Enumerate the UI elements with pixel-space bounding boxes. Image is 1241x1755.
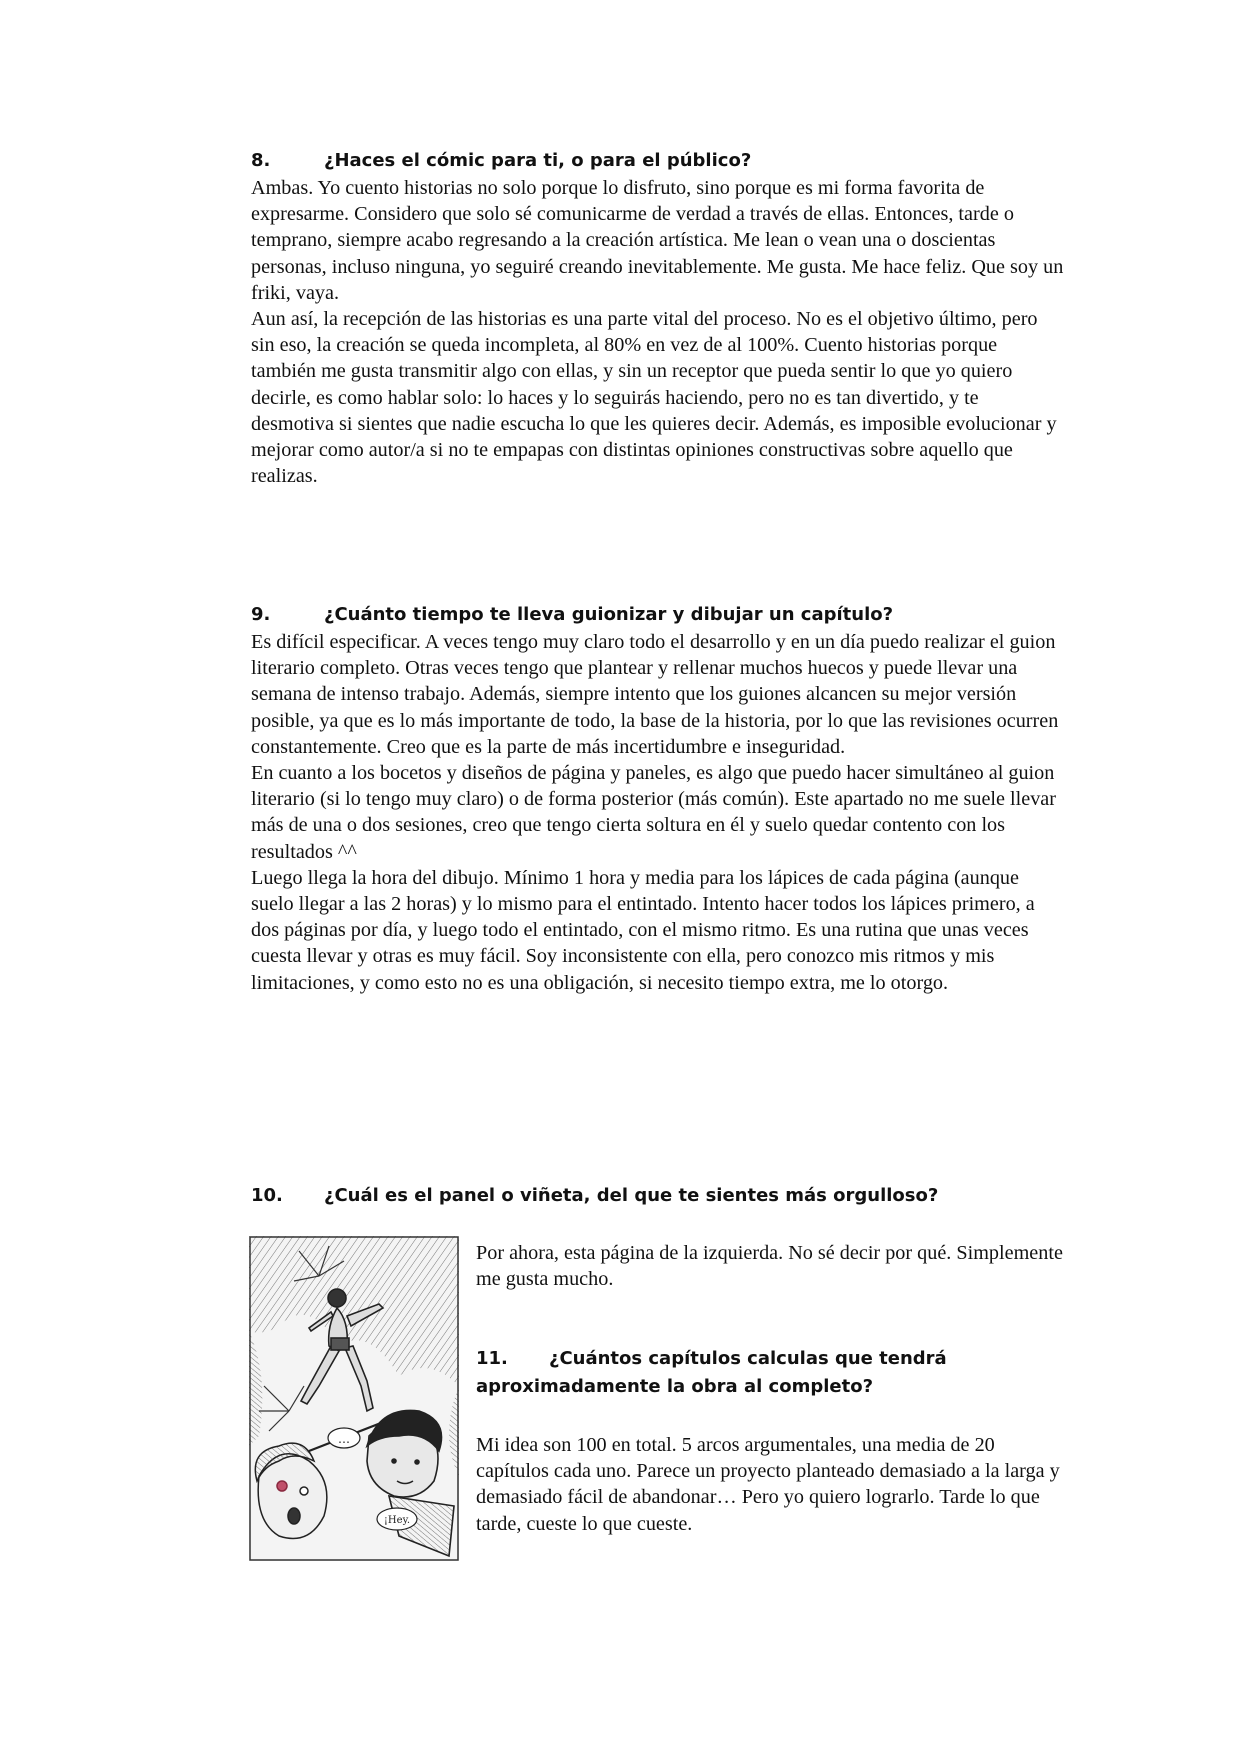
question-text: aproximadamente la obra al completo? xyxy=(476,1376,874,1397)
answer-paragraph: Aun así, la recepción de las historias es una parte vital del proceso. No es el objetivo último, pero sin eso, la creación se queda incompleta, al 80% en vez de al 100%. Cuento historias porque también me gusta transmitir algo con ellas, y sin un receptor que pueda sentir lo que yo quiero decirle, es como hablar solo: lo haces y lo seguirás haciendo, pero no es tan divertido, y te desmotiva si sientes que nadie escucha lo que les quieres decir. Además, es imposible evolucionar y mejorar como autor/a si no te empapas con distintas opiniones constructivas sobre aquello que realizas. xyxy=(251,308,1057,488)
question-text: ¿Cuánto tiempo te lleva guionizar y dibujar un capítulo? xyxy=(324,604,894,625)
question-heading xyxy=(476,1345,1066,1373)
answer-paragraph: Mi idea son 100 en total. 5 arcos argumentales, una media de 20 capítulos cada uno. Parece un proyecto planteado demasiado a la larga y demasiado fácil de abandonar… Pero yo quiero lograrlo. Tarde lo que tarde, cueste lo que cueste. xyxy=(476,1434,1060,1535)
question-number: 9. xyxy=(251,604,271,625)
question-text: ¿Haces el cómic para ti, o para el público? xyxy=(324,150,752,171)
speech-bubble-text: … xyxy=(338,1432,350,1446)
question-heading-continuation xyxy=(476,1373,1066,1401)
section-q9 xyxy=(251,601,1066,996)
answer-paragraph: Por ahora, esta página de la izquierda. No sé decir por qué. Simplemente me gusta mucho. xyxy=(476,1242,1063,1291)
speech-bubble-text: ¡Hey. xyxy=(383,1515,411,1526)
question-number: 10. xyxy=(251,1185,283,1206)
q11-answer xyxy=(476,1432,1066,1537)
question-text: ¿Cuál es el panel o viñeta, del que te sientes más orgulloso? xyxy=(324,1185,939,1206)
question-number: 11. xyxy=(476,1348,508,1369)
question-heading xyxy=(251,147,1066,175)
answer-paragraph: Ambas. Yo cuento historias no solo porque lo disfruto, sino porque es mi forma favorita de expresarme. Considero que solo sé comunicarme de verdad a través de ellas. Entonces, tarde o temprano, siempre acabo regresando a la creación artística. Me lean o vean una o doscientas personas, incluso ninguna, yo seguiré creando inevitablemente. Me gusta. Me hace feliz. Que soy un friki, vaya. xyxy=(251,177,1064,304)
question-number: 8. xyxy=(251,150,271,171)
question-heading xyxy=(251,1182,1066,1210)
comic-page-illustration xyxy=(249,1236,459,1561)
answer-paragraph: Luego llega la hora del dibujo. Mínimo 1 hora y media para los lápices de cada página (aunque suelo llegar a las 2 horas) y lo mismo para el entintado. Intento hacer todos los lápices primero, a dos páginas por día, y luego todo el entintado, con el mismo ritmo. Es una rutina que unas veces cuesta llevar y otras es muy fácil. Soy inconsistente con ella, pero conozco mis ritmos y mis limitaciones, y como esto no es una obligación, si necesito tiempo extra, me lo otorgo. xyxy=(251,866,1035,994)
section-q8 xyxy=(251,147,1066,489)
question-heading xyxy=(251,601,1066,629)
q10-answer xyxy=(476,1240,1066,1292)
question-text: ¿Cuántos capítulos calculas que tendrá xyxy=(549,1348,947,1369)
answer-paragraph: Es difícil especificar. A veces tengo muy claro todo el desarrollo y en un día puedo realizar el guion literario completo. Otras veces tengo que plantear y rellenar muchos huecos y puede llevar una semana de intenso trabajo. Además, siempre intento que los guiones alcancen su mejor versión posible, ya que es lo más importante de todo, la base de la historia, por lo que las revisiones ocurren constantemente. Creo que es la parte de más incertidumbre e inseguridad. xyxy=(251,631,1059,758)
section-q11 xyxy=(476,1345,1066,1401)
section-q10 xyxy=(251,1182,1066,1210)
answer-paragraph: En cuanto a los bocetos y diseños de página y paneles, es algo que puedo hacer simultáneo al guion literario (si lo tengo muy claro) o de forma posterior (más común). Este apartado no me suele llevar más de una o dos sesiones, creo que tengo cierta soltura en él y suelo quedar contento con los resultados ^^ xyxy=(251,762,1056,863)
